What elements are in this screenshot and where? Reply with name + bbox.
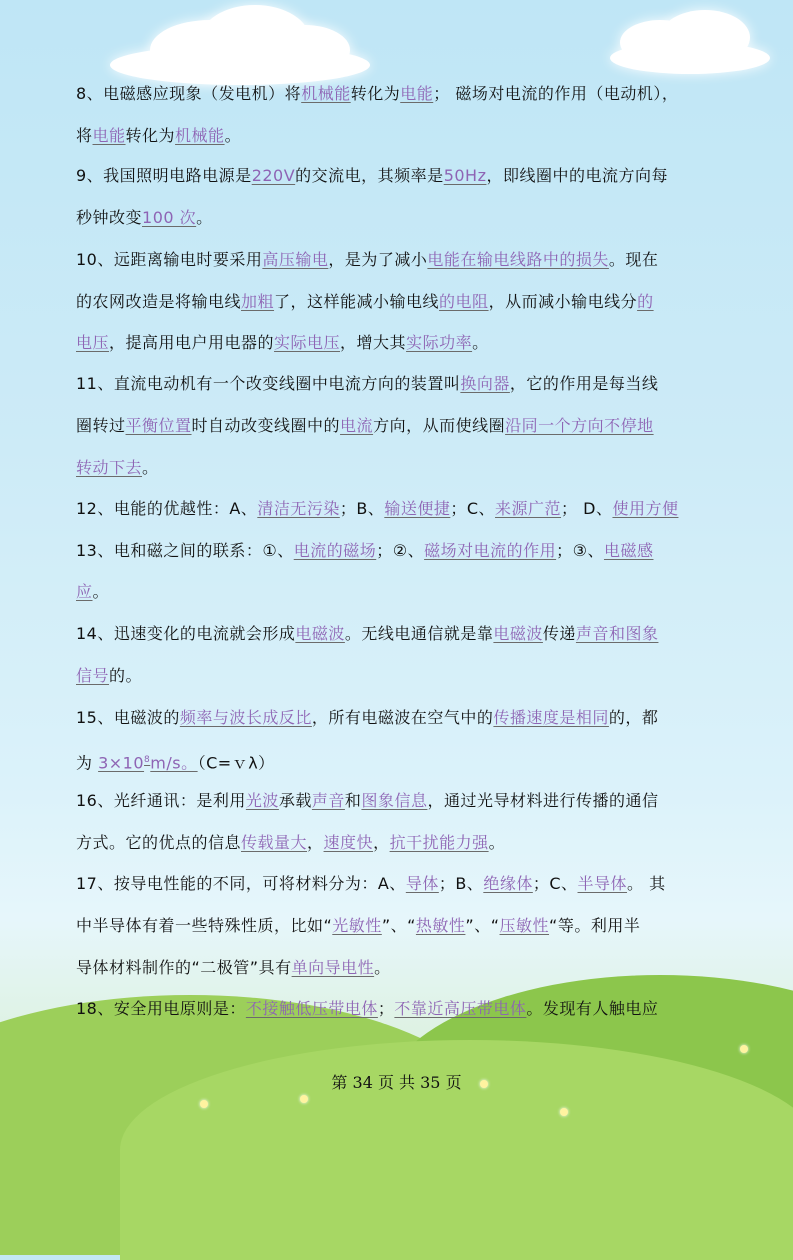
text-segment: ， bbox=[307, 833, 324, 852]
text-line bbox=[76, 664, 142, 688]
text-line bbox=[76, 997, 658, 1021]
text-segment: （C=ｖλ） bbox=[197, 753, 275, 773]
answer-text: 电能 bbox=[92, 126, 126, 145]
answer-text: 半导体 bbox=[577, 874, 628, 893]
text-line bbox=[76, 290, 654, 314]
text-segment: 方向，从而使线圈 bbox=[373, 416, 506, 435]
answer-text: 的电阻 bbox=[439, 292, 489, 311]
text-segment: 13、电和磁之间的联系：①、 bbox=[76, 541, 294, 560]
answer-text: 清洁无污染 bbox=[257, 499, 340, 518]
text-line bbox=[76, 331, 489, 355]
answer-text: 电磁波 bbox=[295, 624, 345, 643]
text-segment: ；②、 bbox=[376, 541, 425, 560]
text-segment: 。 bbox=[92, 582, 110, 601]
text-segment: ， bbox=[373, 833, 390, 852]
answer-text: 不靠近高压带电体 bbox=[394, 999, 527, 1018]
text-segment: 为 bbox=[76, 753, 99, 773]
answer-text: 电磁波 bbox=[493, 624, 543, 643]
text-segment: 14、迅速变化的电流就会形成 bbox=[76, 624, 296, 643]
text-segment: 17、按导电性能的不同，可将材料分为：A、 bbox=[76, 874, 406, 893]
answer-text: 速度快 bbox=[323, 833, 374, 852]
answer-text: 使用方便 bbox=[612, 499, 679, 518]
text-segment: 12、电能的优越性：A、 bbox=[76, 499, 258, 518]
text-segment: 方式。它的优点的信息 bbox=[76, 833, 242, 852]
text-segment: “等。利用半 bbox=[549, 916, 641, 935]
text-segment: ，即线圈中的电流方向每 bbox=[486, 166, 668, 185]
answer-text: 50Hz bbox=[443, 166, 487, 185]
text-segment: ，通过光导材料进行传播的通信 bbox=[427, 791, 659, 810]
text-segment: 。 bbox=[374, 958, 391, 977]
answer-text: 声音 bbox=[311, 791, 345, 810]
answer-text: 输送便捷 bbox=[384, 499, 451, 518]
text-line bbox=[76, 497, 678, 521]
text-segment: 时自动改变线圈中的 bbox=[191, 416, 341, 435]
page-number: 第 34 页 共 35 页 bbox=[331, 1073, 462, 1092]
text-segment: 16、光纤通讯：是利用 bbox=[76, 791, 246, 810]
text-line bbox=[76, 622, 658, 646]
text-line bbox=[76, 206, 213, 230]
text-line bbox=[76, 789, 658, 813]
text-segment: ；③、 bbox=[556, 541, 604, 560]
answer-text: 机械能 bbox=[175, 126, 225, 145]
text-line bbox=[76, 248, 658, 272]
text-segment: 。 其 bbox=[627, 874, 666, 893]
text-line bbox=[76, 914, 640, 938]
superscript-exponent: 8 bbox=[144, 755, 151, 765]
text-segment: 的。 bbox=[109, 666, 143, 685]
text-segment: 。 bbox=[196, 208, 213, 227]
text-segment: 。 bbox=[488, 833, 506, 852]
answer-text: 转动下去 bbox=[76, 458, 143, 477]
text-line bbox=[76, 872, 666, 896]
text-segment: 和 bbox=[344, 791, 362, 810]
text-segment: 。现在 bbox=[608, 250, 659, 269]
answer-text: 单向导电性 bbox=[291, 958, 375, 977]
text-segment: 18、安全用电原则是： bbox=[76, 999, 246, 1018]
answer-text: 光敏性 bbox=[332, 916, 382, 935]
text-segment: 承载 bbox=[278, 791, 312, 810]
answer-text: 绝缘体 bbox=[483, 874, 533, 893]
answer-text: 沿同一个方向不停地 bbox=[505, 416, 654, 435]
answer-text: 来源广范 bbox=[495, 499, 562, 518]
text-segment: ，增大其 bbox=[340, 333, 407, 352]
text-segment: ； 磁场对电流的作用（电动机）， bbox=[433, 84, 679, 103]
answer-text: 平衡位置 bbox=[125, 416, 192, 435]
text-segment: ，从而减小输电线分 bbox=[488, 292, 638, 311]
text-segment: ；C、 bbox=[450, 499, 496, 518]
text-line bbox=[76, 456, 159, 480]
answer-text: 100 次 bbox=[142, 208, 197, 227]
answer-text: 实际功率 bbox=[406, 333, 473, 352]
answer-text: 图象信息 bbox=[361, 791, 428, 810]
answer-text: 换向器 bbox=[460, 374, 510, 393]
text-segment: ；C、 bbox=[532, 874, 578, 893]
text-segment: ，所有电磁波在空气中的 bbox=[311, 708, 494, 727]
answer-text: 电能 bbox=[400, 84, 434, 103]
text-segment: ； bbox=[377, 999, 395, 1018]
text-segment: ”、“ bbox=[465, 916, 500, 935]
text-segment: ，提高用电户用电器的 bbox=[109, 333, 275, 352]
text-segment: 。 bbox=[224, 126, 242, 145]
text-segment: 。 bbox=[142, 458, 159, 477]
text-segment: ，它的作用是每当线 bbox=[509, 374, 659, 393]
answer-text: 传载量大 bbox=[241, 833, 308, 852]
answer-text: 不接触低压带电体 bbox=[245, 999, 378, 1018]
answer-text: 传播速度是相同 bbox=[493, 708, 609, 727]
answer-text: 热敏性 bbox=[415, 916, 466, 935]
text-segment: 中半导体有着一些特殊性质，比如“ bbox=[76, 916, 333, 935]
answer-text: 机械能 bbox=[301, 84, 351, 103]
text-segment: 8、电磁感应现象（发电机）将 bbox=[76, 84, 302, 103]
answer-text: 磁场对电流的作用 bbox=[424, 541, 557, 560]
text-segment: 导体材料制作的“二极管”具有 bbox=[76, 958, 292, 977]
answer-text: 加粗 bbox=[241, 292, 275, 311]
text-segment: 。发现有人触电应 bbox=[526, 999, 659, 1018]
text-segment: 秒钟改变 bbox=[76, 208, 143, 227]
text-line bbox=[76, 539, 653, 563]
text-segment: 传递 bbox=[542, 624, 576, 643]
text-segment: 的交流电，其频率是 bbox=[295, 166, 444, 185]
answer-text: 声音和图象 bbox=[575, 624, 659, 643]
answer-text: 信号 bbox=[76, 666, 110, 685]
text-segment: 10、远距离输电时要采用 bbox=[76, 250, 263, 269]
answer-text: 应 bbox=[76, 582, 93, 601]
answer-text: 电压 bbox=[76, 333, 110, 352]
text-line bbox=[76, 748, 275, 775]
text-line bbox=[76, 372, 658, 396]
text-segment: 转化为 bbox=[125, 126, 176, 145]
answer-text: 压敏性 bbox=[499, 916, 550, 935]
text-segment: 的农网改造是将输电线 bbox=[76, 292, 242, 311]
text-segment: 15、电磁波的 bbox=[76, 708, 180, 727]
text-segment: 转化为 bbox=[350, 84, 401, 103]
text-line bbox=[76, 414, 654, 438]
text-segment: ；B、 bbox=[339, 499, 385, 518]
text-line bbox=[76, 164, 668, 188]
answer-text: 的 bbox=[637, 292, 654, 311]
answer-text: 3×10 bbox=[98, 753, 145, 773]
text-segment: ；B、 bbox=[438, 874, 484, 893]
text-segment: ”、“ bbox=[381, 916, 416, 935]
text-segment: 。无线电通信就是靠 bbox=[344, 624, 494, 643]
answer-text: 导体 bbox=[405, 874, 439, 893]
answer-text: 抗干扰能力强 bbox=[389, 833, 489, 852]
answer-text: 高压输电 bbox=[262, 250, 329, 269]
answer-text: 电磁感 bbox=[603, 541, 654, 560]
answer-text: 实际电压 bbox=[274, 333, 341, 352]
text-segment: ，是为了减小 bbox=[328, 250, 428, 269]
text-segment: 9、我国照明电路电源是 bbox=[76, 166, 252, 185]
answer-text: 频率与波长成反比 bbox=[179, 708, 312, 727]
text-segment: 圈转过 bbox=[76, 416, 126, 435]
text-segment: 11、直流电动机有一个改变线圈中电流方向的装置叫 bbox=[76, 374, 461, 393]
text-segment: 的，都 bbox=[608, 708, 659, 727]
text-line bbox=[76, 124, 241, 148]
text-segment: 了，这样能减小输电线 bbox=[274, 292, 440, 311]
text-line bbox=[76, 82, 678, 106]
text-line bbox=[76, 831, 505, 855]
answer-text: 光波 bbox=[245, 791, 279, 810]
text-line bbox=[76, 580, 109, 604]
text-line bbox=[76, 706, 658, 730]
text-segment: ； D、 bbox=[561, 499, 613, 518]
text-segment: 将 bbox=[76, 126, 93, 145]
answer-text: 电能在输电线路中的损失 bbox=[427, 250, 609, 269]
answer-text: 220V bbox=[251, 166, 296, 185]
text-line bbox=[76, 956, 391, 980]
answer-text: 电流 bbox=[340, 416, 374, 435]
text-segment: 。 bbox=[472, 333, 489, 352]
answer-text: 电流的磁场 bbox=[293, 541, 377, 560]
answer-text: m/s。 bbox=[150, 753, 198, 773]
